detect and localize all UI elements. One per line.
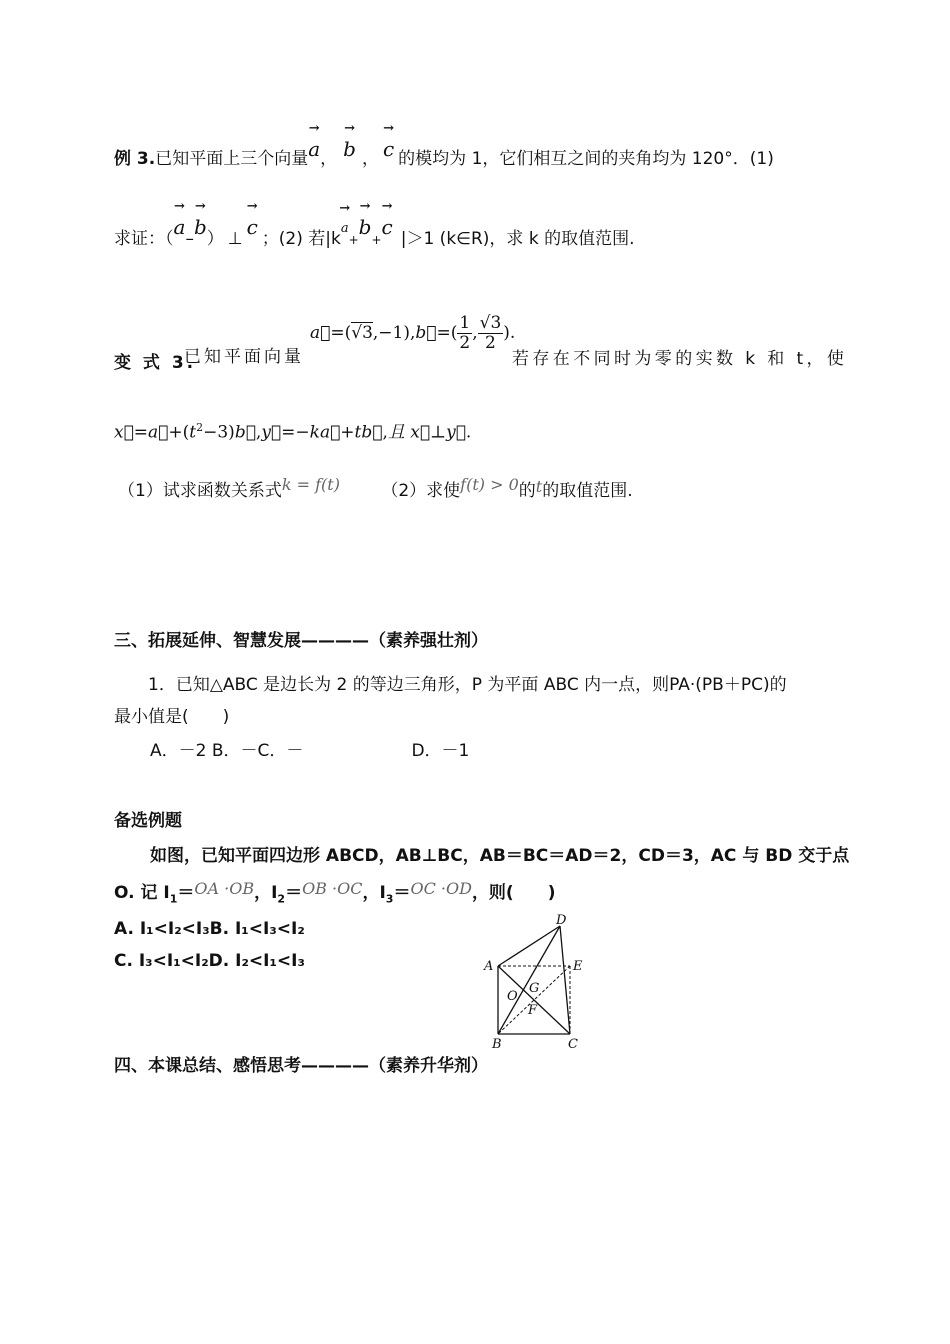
expr-oc-od: OC ·OD [410, 879, 472, 898]
equals: ＝ [285, 883, 303, 903]
problem1-options: A．－2 B．－C．－ D．－1 [150, 741, 470, 761]
line2-d: ，则( ) [471, 883, 556, 903]
variant3-text-b: 若存在不同时为零的实数 k 和 t，使 [512, 349, 848, 369]
q2-mid: 的 [518, 481, 536, 501]
expr-oa-ob: OA ·OB [194, 879, 255, 898]
label-g: G [529, 981, 540, 996]
example3-text-a: 已知平面上三个向量 [155, 149, 309, 169]
q2-t: t [535, 477, 543, 496]
variant3-text-a: 已知平面向量 [184, 347, 304, 367]
section4-heading: 四、本课总结、感悟思考————（素养升华剂） [114, 1056, 488, 1076]
paren-left: （ [165, 229, 174, 249]
frac-sqrt3-half: $\frac{√3}{2}$ [479, 313, 502, 353]
variant3-vector-formula: a⃗=(√3,−1),b⃗=( $\frac{1}{2}$ , $\frac{√3}{2}$ ). [310, 313, 516, 353]
line2-c: ，I [362, 883, 386, 903]
proof-label: 求证： [114, 229, 165, 249]
example3-line2 [114, 215, 635, 252]
variant3-questions [118, 475, 633, 502]
section3-heading: 三、拓展延伸、智慧发展————（素养强壮剂） [114, 631, 488, 651]
backup-option-cd: C. I₃<I₁<I₂D. I₂<I₁<I₃ [114, 951, 305, 971]
perp-sign: ⊥ [227, 229, 243, 249]
vector-a: → a [308, 138, 320, 160]
q2-text: （2）求使 [381, 481, 461, 501]
label-b: B [492, 1037, 502, 1050]
vector-b: → b [359, 216, 372, 238]
vector-b: → b [194, 216, 207, 238]
example3-text-b: 的模均为 1，它们相互之间的夹角均为 120°．(1) [398, 149, 774, 169]
segment-dc [560, 926, 570, 1034]
vector-a: → a [174, 216, 186, 238]
backup-option-ab: A. I₁<I₂<I₃B. I₁<I₃<I₂ [114, 919, 305, 939]
q1-formula: k = f(t) [281, 475, 340, 494]
frac-half: $\frac{1}{2}$ [459, 313, 471, 353]
backup-line1: 如图，已知平面四边形 ABCD，AB⊥BC，AB＝BC＝AD＝2，CD＝3，AC 与 BD 交于点 [150, 846, 850, 866]
vector-c: → c [247, 216, 258, 238]
sqrt3: √3 [351, 323, 373, 343]
plus-sign: + [371, 233, 382, 247]
label-c: C [568, 1037, 578, 1050]
problem1-line1: 1．已知△ABC 是边长为 2 的等边三角形，P 为平面 ABC 内一点，则PA·(PB＋PC)的 [148, 675, 787, 695]
label-f: F [528, 1003, 538, 1018]
label-a: A [484, 959, 494, 974]
vector-b: → b [343, 138, 356, 160]
example3-label: 例 3. [114, 149, 156, 169]
q2-formula: f(t) > 0 [460, 475, 519, 494]
example3-line1 [114, 137, 774, 170]
formula-a: a⃗ [310, 323, 331, 343]
example3-text-d: |＞1 (k∈R)，求 k 的取值范围. [400, 229, 635, 249]
comma: ， [320, 149, 338, 169]
problem1-line2: 最小值是( ) [114, 707, 230, 727]
vector-c: → c [383, 138, 394, 160]
paren-right: ） [206, 229, 224, 249]
minus-sign: – [185, 229, 194, 249]
variant3-label: 变 式 3. [114, 353, 197, 373]
segment-ad [498, 926, 560, 966]
line2-a: O. 记 I [114, 883, 170, 903]
expr-ob-oc: OB ·OC [302, 879, 363, 898]
comma: ， [361, 149, 379, 169]
equals: ＝ [177, 883, 195, 903]
label-e: E [573, 959, 583, 974]
formula-b: b⃗ [415, 323, 437, 343]
vector-a-small: → a [341, 218, 349, 240]
line2-b: ，I [254, 883, 278, 903]
backup-line2: O. 记 $I_1=OA \cdot OB$，$I_2=OB \cdot OC$，$I_3=OC \cdot OD$，则( ) [114, 879, 556, 906]
variant3-xy-formula: $x⃗=a⃗+(t^2-3)b⃗,y⃗=-ka⃗+tb⃗$,且 x⃗⊥y⃗. [114, 421, 472, 443]
backup-heading: 备选例题 [114, 811, 182, 831]
label-o: O [507, 989, 518, 1004]
plus-sign: + [348, 233, 359, 247]
q2-end: 的取值范围. [542, 481, 633, 501]
q1-text: （1）试求函数关系式 [118, 481, 282, 501]
equals: ＝ [393, 883, 411, 903]
example3-text-c: ；(2) 若|k [261, 229, 341, 249]
vector-c: → c [382, 216, 393, 238]
quadrilateral-figure [478, 914, 598, 1050]
label-d: D [556, 914, 567, 928]
